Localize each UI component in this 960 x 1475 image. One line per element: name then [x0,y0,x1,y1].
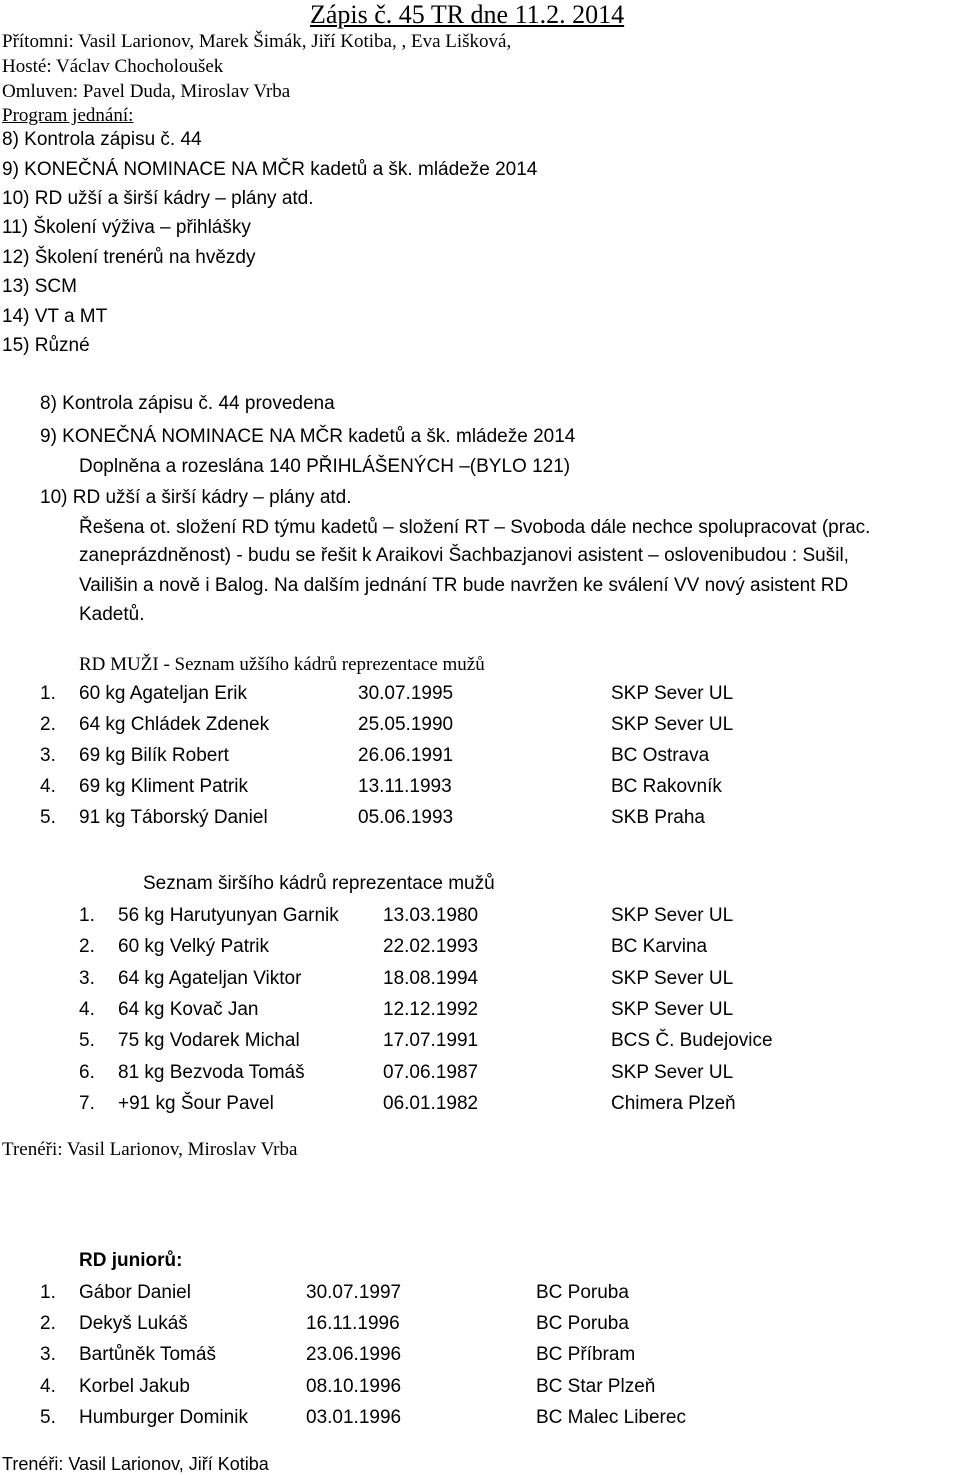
table-row [40,715,920,737]
row-name: 75 kg Vodarek Michal [118,1030,300,1051]
row-date: 08.10.1996 [306,1376,402,1397]
row-name: 91 kg Táborský Daniel [79,807,268,828]
agenda-item: 11) Školení výživa – přihlášky [2,217,251,238]
row-name: 81 kg Bezvoda Tomáš [118,1062,305,1083]
row-club: BC Rakovník [611,776,722,797]
agenda-item: 14) VT a MT [2,306,108,327]
narrow-squad-title: RD MUŽI - Seznam užšího kádrů reprezentace mužů [79,654,485,675]
row-number: 1. [40,1282,56,1303]
discussion-item-10: 10) RD užší a širší kádry – plány atd. [40,487,352,508]
table-row [40,906,920,928]
row-club: SKP Sever UL [611,999,734,1020]
row-date: 25.05.1990 [358,714,454,735]
table-row [40,1000,920,1022]
row-number: 1. [79,905,95,926]
table-row [40,808,920,830]
row-club: BC Star Plzeň [536,1376,656,1397]
row-club: BC Karvina [611,936,708,957]
juniors-title: RD juniorů: [79,1250,183,1271]
row-number: 4. [40,1376,56,1397]
row-name: Humburger Dominik [79,1407,248,1428]
row-number: 3. [40,1344,56,1365]
row-date: 06.01.1982 [383,1093,479,1114]
row-date: 26.06.1991 [358,745,454,766]
row-number: 2. [40,714,56,735]
row-club: BC Poruba [536,1282,629,1303]
row-number: 4. [79,999,95,1020]
row-club: BC Ostrava [611,745,710,766]
row-club: SKP Sever UL [611,968,734,989]
men-coaches: Trenéři: Vasil Larionov, Miroslav Vrba [2,1139,298,1160]
row-number: 2. [40,1313,56,1334]
table-row [40,1031,920,1053]
table-row [40,746,920,768]
excused-line: Omluven: Pavel Duda, Miroslav Vrba [2,81,291,102]
table-row [40,684,920,706]
row-date: 22.02.1993 [383,936,479,957]
table-row [40,1345,920,1367]
table-row [40,777,920,799]
row-date: 07.06.1987 [383,1062,479,1083]
row-club: SKP Sever UL [611,714,734,735]
row-number: 3. [40,745,56,766]
agenda-item: 9) KONEČNÁ NOMINACE NA MČR kadetů a šk. mládeže 2014 [2,159,538,180]
row-name: 69 kg Kliment Patrik [79,776,248,797]
row-club: SKP Sever UL [611,905,734,926]
junior-coaches: Trenéři: Vasil Larionov, Jiří Kotiba [2,1454,269,1474]
discussion-item-10-text: Kadetů. [79,604,145,625]
row-club: Chimera Plzeň [611,1093,736,1114]
row-date: 13.11.1993 [358,776,452,797]
agenda-item: 8) Kontrola zápisu č. 44 [2,129,202,150]
row-name: Bartůněk Tomáš [79,1344,216,1365]
row-club: SKB Praha [611,807,705,828]
agenda-item: 12) Školení trenérů na hvězdy [2,247,256,268]
row-date: 03.01.1996 [306,1407,402,1428]
table-row [40,1063,920,1085]
table-row [40,1377,920,1399]
row-name: 64 kg Chládek Zdenek [79,714,270,735]
row-number: 2. [79,936,95,957]
row-club: SKP Sever UL [611,1062,734,1083]
discussion-item-10-text: Vailišin a nově i Balog. Na dalším jednání TR bude navržen ke sválení VV nový asistent RD [79,575,849,596]
row-date: 12.12.1992 [383,999,479,1020]
guests-line: Hosté: Václav Chocholoušek [2,56,224,77]
table-row [40,1094,920,1116]
row-name: 60 kg Agateljan Erik [79,683,247,704]
row-name: Dekyš Lukáš [79,1313,188,1334]
table-row [40,969,920,991]
row-club: SKP Sever UL [611,683,734,704]
row-date: 30.07.1997 [306,1282,402,1303]
row-number: 5. [40,807,56,828]
program-label: Program jednání: [2,105,134,126]
discussion-item-10-text: Řešena ot. složení RD týmu kadetů – složení RT – Svoboda dále nechce spolupracovat (prac. [79,517,871,538]
row-number: 3. [79,968,95,989]
row-number: 5. [40,1407,56,1428]
table-row [40,937,920,959]
row-name: 64 kg Kovač Jan [118,999,259,1020]
table-row [40,1314,920,1336]
row-date: 13.03.1980 [383,905,479,926]
row-number: 4. [40,776,56,797]
discussion-item-9-note: Doplněna a rozeslána 140 PŘIHLÁŠENÝCH –(BYLO 121) [79,456,571,477]
discussion-item-10-text: zaneprázdněnost) - budu se řešit k Araikovi Šachbazjanovi asistent – oslovenibudou : Sušil, [79,545,849,566]
row-date: 23.06.1996 [306,1344,402,1365]
row-name: 56 kg Harutyunyan Garnik [118,905,339,926]
row-name: +91 kg Šour Pavel [118,1093,274,1114]
row-name: Korbel Jakub [79,1376,190,1397]
row-date: 16.11.1996 [306,1313,400,1334]
table-row [40,1408,920,1430]
agenda-item: 15) Různé [2,335,90,356]
row-date: 17.07.1991 [383,1030,479,1051]
row-club: BC Poruba [536,1313,629,1334]
wide-squad-title: Seznam širšího kádrů reprezentace mužů [143,873,495,894]
discussion-item-9: 9) KONEČNÁ NOMINACE NA MČR kadetů a šk. mládeže 2014 [40,426,576,447]
row-date: 18.08.1994 [383,968,479,989]
row-number: 6. [79,1062,95,1083]
agenda-item: 10) RD užší a širší kádry – plány atd. [2,188,314,209]
row-number: 5. [79,1030,95,1051]
document-title: Zápis č. 45 TR dne 11.2. 2014 [310,0,625,29]
row-number: 7. [79,1093,95,1114]
discussion-item-8: 8) Kontrola zápisu č. 44 provedena [40,393,335,414]
row-date: 30.07.1995 [358,683,454,704]
table-row [40,1283,920,1305]
row-name: 69 kg Bilík Robert [79,745,229,766]
row-name: Gábor Daniel [79,1282,191,1303]
row-club: BC Malec Liberec [536,1407,686,1428]
row-club: BCS Č. Budejovice [611,1030,773,1051]
row-date: 05.06.1993 [358,807,454,828]
agenda-item: 13) SCM [2,276,77,297]
row-number: 1. [40,683,56,704]
row-club: BC Příbram [536,1344,636,1365]
row-name: 60 kg Velký Patrik [118,936,270,957]
row-name: 64 kg Agateljan Viktor [118,968,302,989]
present-line: Přítomni: Vasil Larionov, Marek Šimák, Jiří Kotiba, , Eva Lišková, [2,31,512,52]
